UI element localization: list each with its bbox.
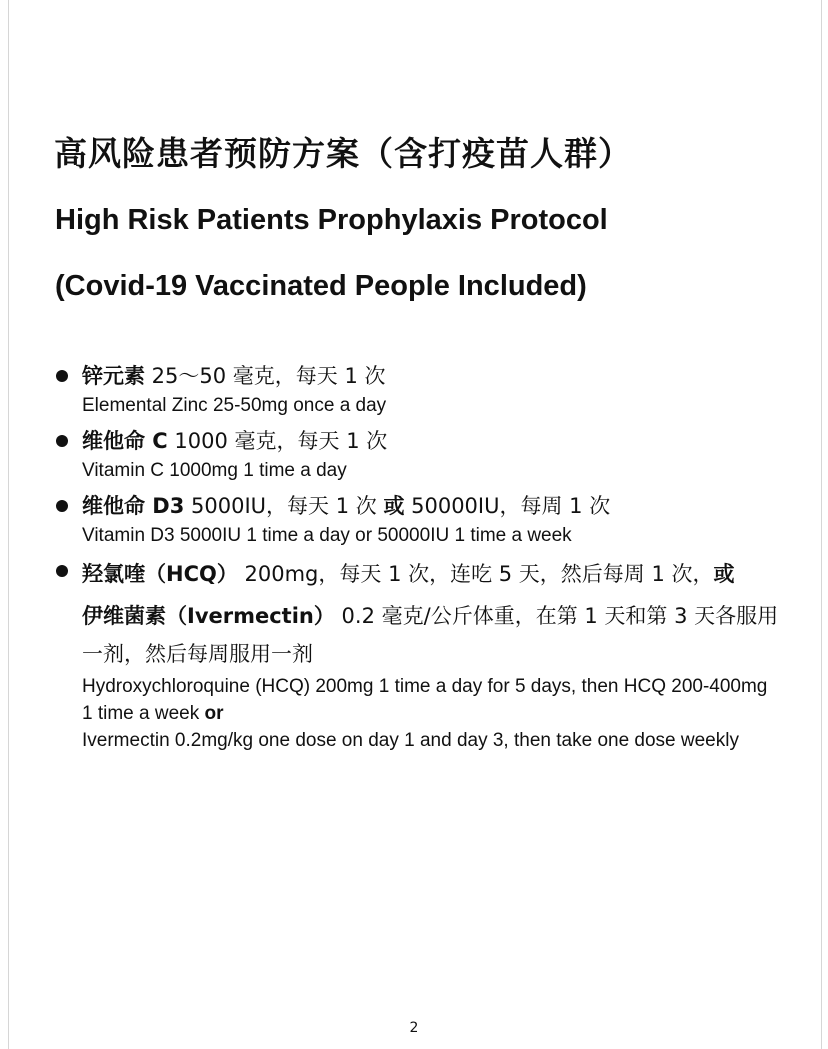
list-item-vitamin-c [52,425,782,484]
vitamin-d3-english: Vitamin D3 5000IU 1 time a day or 50000IU 1 time a week [82,525,572,546]
bullet-icon [56,565,68,577]
hcq-english [82,673,782,727]
zinc-dosage: 25～50 毫克，每天 1 次 [145,364,386,388]
vitamin-d3-or: 或 [383,494,405,518]
vitamin-d3-chinese [82,490,782,522]
ivermectin-name: 伊维菌素（Ivermectin） [82,604,335,628]
hcq-name: 羟氯喹（HCQ） [82,562,238,586]
page-edge-right [821,0,822,1049]
vitamin-c-chinese [82,425,782,457]
vitamin-d3-daily-dosage: 5000IU，每天 1 次 [184,494,384,518]
zinc-name: 锌元素 [82,364,145,388]
page-title-english-line2: (Covid-19 Vaccinated People Included) [55,270,587,302]
hcq-english-or: or [204,703,224,724]
vitamin-d3-weekly-dosage: 50000IU，每周 1 次 [404,494,611,518]
list-item-hcq-ivermectin [52,555,782,754]
zinc-chinese [82,360,782,392]
vitamin-c-name: 维他命 C [82,429,168,453]
list-item-vitamin-d3 [52,490,782,549]
page-number: 2 [409,1020,419,1036]
hcq-chinese [82,555,782,593]
bullet-icon [56,500,68,512]
page-edge-left [8,0,9,1049]
hcq-english-text: Hydroxychloroquine (HCQ) 200mg 1 time a day for 5 days, then HCQ 200-400mg 1 time a week [82,676,768,724]
page-title-chinese: 高风险患者预防方案（含打疫苗人群） [54,134,632,173]
hcq-or: 或 [713,562,735,586]
ivermectin-dosage: 0.2 毫克/公斤体重，在第 1 天和第 3 天各服用一剂，然后每周服用一剂 [82,604,779,666]
bullet-icon [56,435,68,447]
protocol-list [52,360,782,760]
ivermectin-chinese [82,597,782,673]
bullet-icon [56,370,68,382]
zinc-english: Elemental Zinc 25-50mg once a day [82,395,387,416]
hcq-dosage: 200mg，每天 1 次，连吃 5 天，然后每周 1 次， [237,562,714,586]
list-item-zinc [52,360,782,419]
ivermectin-english: Ivermectin 0.2mg/kg one dose on day 1 and day 3, then take one dose weekly [82,730,739,751]
vitamin-c-english: Vitamin C 1000mg 1 time a day [82,460,347,481]
vitamin-c-dosage: 1000 毫克，每天 1 次 [167,429,388,453]
vitamin-d3-name: 维他命 D3 [82,494,185,518]
page-title-english-line1: High Risk Patients Prophylaxis Protocol [55,204,608,236]
